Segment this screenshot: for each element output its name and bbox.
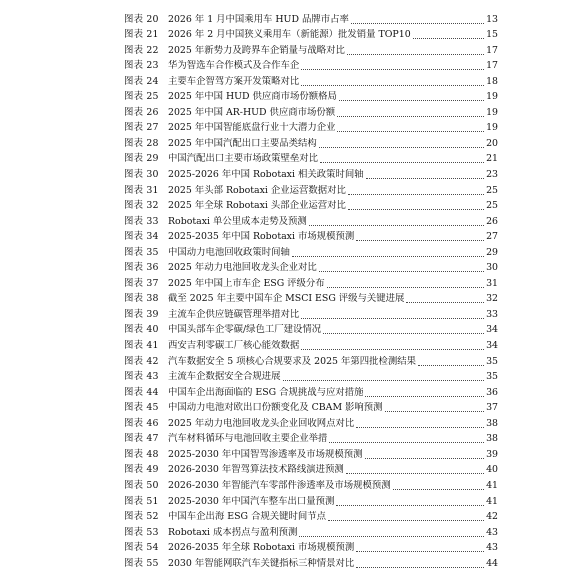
toc-entry-label: 图表 34 bbox=[124, 231, 159, 243]
toc-dot-leader bbox=[319, 146, 484, 148]
toc-entry-label: 图表 44 bbox=[124, 386, 159, 398]
toc-entry-label: 图表 51 bbox=[124, 495, 159, 507]
toc-entry-label: 图表 31 bbox=[124, 184, 159, 196]
toc-entry[interactable] bbox=[124, 228, 498, 244]
toc-entry[interactable] bbox=[124, 10, 498, 26]
toc-dot-leader bbox=[337, 130, 484, 132]
toc-entry-page-number: 33 bbox=[486, 308, 498, 320]
toc-entry-page-number: 41 bbox=[486, 495, 498, 507]
toc-dot-leader bbox=[356, 566, 484, 568]
toc-dot-leader bbox=[292, 255, 484, 257]
toc-entry-page-number: 27 bbox=[486, 231, 498, 243]
toc-entry-page-number: 42 bbox=[486, 511, 498, 523]
toc-entry-label: 图表 33 bbox=[124, 215, 159, 227]
toc-entry[interactable] bbox=[124, 259, 498, 275]
toc-entry-page-number: 25 bbox=[486, 184, 498, 196]
toc-entry-page-number: 44 bbox=[486, 557, 498, 569]
toc-dot-leader bbox=[309, 224, 484, 226]
toc-entry-label: 图表 38 bbox=[124, 293, 159, 305]
toc-entry-title: 2025 年中国 AR-HUD 供应商市场份额 bbox=[168, 106, 336, 118]
toc-entry-label: 图表 32 bbox=[124, 200, 159, 212]
toc-entry-page-number: 38 bbox=[486, 433, 498, 445]
toc-dot-leader bbox=[301, 84, 484, 86]
toc-entry-title: 2026 年 1 月中国乘用车 HUD 品牌市占率 bbox=[168, 13, 349, 25]
toc-entry-title: 2025 年全球 Robotaxi 头部企业运营对比 bbox=[168, 200, 346, 212]
toc-entry-title: 中国车企出海 ESG 合规关键时间节点 bbox=[168, 511, 326, 523]
toc-dot-leader bbox=[365, 457, 485, 459]
toc-entry-label: 图表 41 bbox=[124, 340, 159, 352]
toc-dot-leader bbox=[283, 379, 485, 381]
toc-dot-leader bbox=[327, 286, 484, 288]
toc-entry-title: 2025 年头部 Robotaxi 企业运营数据对比 bbox=[168, 184, 346, 196]
toc-entry-label: 图表 23 bbox=[124, 60, 159, 72]
toc-entry[interactable] bbox=[124, 72, 498, 88]
toc-entry-title: Robotaxi 成本拐点与盈利预测 bbox=[168, 526, 298, 538]
toc-entry[interactable] bbox=[124, 197, 498, 213]
toc-entry-page-number: 20 bbox=[486, 137, 498, 149]
toc-entry[interactable] bbox=[124, 523, 498, 539]
toc-entry[interactable] bbox=[124, 430, 498, 446]
toc-dot-leader bbox=[385, 410, 485, 412]
toc-dot-leader bbox=[328, 519, 484, 521]
toc-entry-title: 2025-2030 年中国汽车整车出口量预测 bbox=[168, 495, 335, 507]
toc-entry-label: 图表 47 bbox=[124, 433, 159, 445]
toc-entry-label: 图表 39 bbox=[124, 308, 159, 320]
toc-entry-label: 图表 52 bbox=[124, 511, 159, 523]
toc-entry-title: 中国头部车企零碳/绿色工厂建设情况 bbox=[168, 324, 322, 336]
toc-entry-page-number: 17 bbox=[486, 44, 498, 56]
toc-entry[interactable] bbox=[124, 103, 498, 119]
toc-entry-title: 2025 年中国智能底盘行业十大潜力企业 bbox=[168, 122, 336, 134]
toc-entry-title: Robotaxi 单公里成本走势及预测 bbox=[168, 215, 307, 227]
toc-entry-label: 图表 30 bbox=[124, 169, 159, 181]
toc-entry-title: 2025 年动力电池回收龙头企业回收网点对比 bbox=[168, 417, 355, 429]
toc-dot-leader bbox=[319, 270, 484, 272]
toc-entry-page-number: 23 bbox=[486, 169, 498, 181]
toc-entry-label: 图表 24 bbox=[124, 75, 159, 87]
toc-entry-label: 图表 36 bbox=[124, 262, 159, 274]
toc-entry-page-number: 25 bbox=[486, 200, 498, 212]
toc-dot-leader bbox=[339, 99, 484, 101]
toc-entry-title: 2025 年中国汽配出口主要品类结构 bbox=[168, 137, 317, 149]
toc-entry-label: 图表 45 bbox=[124, 402, 159, 414]
toc-entry-page-number: 30 bbox=[486, 262, 498, 274]
toc-entry-page-number: 34 bbox=[486, 340, 498, 352]
toc-entry-page-number: 35 bbox=[486, 371, 498, 383]
toc-dot-leader bbox=[366, 177, 484, 179]
toc-entry-title: 华为智选车合作模式及合作车企 bbox=[168, 60, 300, 72]
toc-entry[interactable] bbox=[124, 492, 498, 508]
toc-entry-page-number: 26 bbox=[486, 215, 498, 227]
toc-entry[interactable] bbox=[124, 274, 498, 290]
toc-entry[interactable] bbox=[124, 26, 498, 42]
toc-entry-title: 中国动力电池对欧出口份额变化及 CBAM 影响预测 bbox=[168, 402, 383, 414]
toc-entry-page-number: 36 bbox=[486, 386, 498, 398]
toc-entry-page-number: 43 bbox=[486, 526, 498, 538]
toc-dot-leader bbox=[347, 53, 484, 55]
toc-entry-title: 2026 年 2 月中国狭义乘用车（新能源）批发销量 TOP10 bbox=[168, 29, 411, 41]
toc-entry[interactable] bbox=[124, 181, 498, 197]
toc-entry-title: 2030 年智能网联汽车关键指标三种情景对比 bbox=[168, 557, 355, 569]
toc-dot-leader bbox=[351, 22, 484, 24]
toc-entry-label: 图表 21 bbox=[124, 29, 159, 41]
toc-entry-page-number: 19 bbox=[486, 122, 498, 134]
toc-entry-page-number: 37 bbox=[486, 402, 498, 414]
toc-entry-title: 2025-2030 年中国智驾渗透率及市场规模预测 bbox=[168, 448, 363, 460]
toc-entry-label: 图表 29 bbox=[124, 153, 159, 165]
toc-entry-title: 中国动力电池回收政策时间轴 bbox=[168, 246, 290, 258]
toc-dot-leader bbox=[356, 239, 484, 241]
toc-dot-leader bbox=[320, 161, 484, 163]
toc-entry-page-number: 35 bbox=[486, 355, 498, 367]
toc-entry[interactable] bbox=[124, 461, 498, 477]
toc-entry-title: 主要车企智驾方案开发策略对比 bbox=[168, 75, 300, 87]
toc-entry-label: 图表 49 bbox=[124, 464, 159, 476]
toc-entry-title: 2025 年中国 HUD 供应商市场份额格局 bbox=[168, 91, 337, 103]
toc-entry[interactable] bbox=[124, 554, 498, 570]
toc-entry-label: 图表 55 bbox=[124, 557, 159, 569]
toc-entry-page-number: 38 bbox=[486, 417, 498, 429]
toc-entry-page-number: 19 bbox=[486, 106, 498, 118]
toc-dot-leader bbox=[301, 348, 484, 350]
toc-entry[interactable] bbox=[124, 305, 498, 321]
toc-entry-title: 中国汽配出口主要市场政策壁垒对比 bbox=[168, 153, 319, 165]
toc-entry-title: 主流车企供应链碳管理举措对比 bbox=[168, 308, 300, 320]
table-of-figures bbox=[124, 10, 498, 570]
toc-entry[interactable] bbox=[124, 165, 498, 181]
toc-dot-leader bbox=[323, 332, 484, 334]
toc-entry-title: 2025 年新势力及跨界车企销量与战略对比 bbox=[168, 44, 345, 56]
toc-entry-title: 2026-2030 年智驾算法技术路线演进预测 bbox=[168, 464, 344, 476]
toc-dot-leader bbox=[413, 37, 484, 39]
toc-entry-page-number: 18 bbox=[486, 75, 498, 87]
toc-entry-title: 截至 2025 年主要中国车企 MSCI ESG 评级与关键进展 bbox=[168, 293, 405, 305]
toc-entry-title: 汽车数据安全 5 项核心合规要求及 2025 年第四批检测结果 bbox=[168, 355, 416, 367]
toc-entry-page-number: 21 bbox=[486, 153, 498, 165]
toc-entry[interactable] bbox=[124, 368, 498, 384]
toc-dot-leader bbox=[299, 535, 484, 537]
toc-entry[interactable] bbox=[124, 88, 498, 104]
toc-dot-leader bbox=[406, 301, 484, 303]
toc-entry-label: 图表 40 bbox=[124, 324, 159, 336]
toc-entry-label: 图表 50 bbox=[124, 479, 159, 491]
toc-entry-title: 西安吉利零碳工厂核心能效数据 bbox=[168, 340, 300, 352]
toc-dot-leader bbox=[348, 208, 484, 210]
toc-entry-page-number: 15 bbox=[486, 29, 498, 41]
toc-entry-page-number: 34 bbox=[486, 324, 498, 336]
toc-entry[interactable] bbox=[124, 290, 498, 306]
toc-dot-leader bbox=[329, 441, 484, 443]
toc-entry-label: 图表 42 bbox=[124, 355, 159, 367]
toc-entry-page-number: 32 bbox=[486, 293, 498, 305]
toc-entry[interactable] bbox=[124, 41, 498, 57]
toc-entry-page-number: 31 bbox=[486, 277, 498, 289]
toc-entry-label: 图表 37 bbox=[124, 277, 159, 289]
toc-entry[interactable] bbox=[124, 414, 498, 430]
toc-entry[interactable] bbox=[124, 150, 498, 166]
toc-dot-leader bbox=[418, 364, 484, 366]
toc-dot-leader bbox=[337, 115, 484, 117]
toc-entry[interactable] bbox=[124, 336, 498, 352]
toc-entry-label: 图表 28 bbox=[124, 137, 159, 149]
toc-entry-page-number: 13 bbox=[486, 13, 498, 25]
toc-entry-label: 图表 27 bbox=[124, 122, 159, 134]
toc-dot-leader bbox=[301, 317, 484, 319]
toc-entry-label: 图表 48 bbox=[124, 448, 159, 460]
toc-entry-label: 图表 53 bbox=[124, 526, 159, 538]
toc-dot-leader bbox=[301, 68, 484, 70]
toc-entry-page-number: 40 bbox=[486, 464, 498, 476]
toc-entry-label: 图表 46 bbox=[124, 417, 159, 429]
toc-dot-leader bbox=[346, 472, 484, 474]
toc-entry-title: 2025-2035 年中国 Robotaxi 市场规模预测 bbox=[168, 231, 355, 243]
toc-entry[interactable] bbox=[124, 476, 498, 492]
toc-entry-page-number: 41 bbox=[486, 479, 498, 491]
toc-dot-leader bbox=[393, 488, 484, 490]
toc-dot-leader bbox=[365, 395, 484, 397]
toc-entry-label: 图表 35 bbox=[124, 246, 159, 258]
toc-entry-page-number: 17 bbox=[486, 60, 498, 72]
toc-entry[interactable] bbox=[124, 352, 498, 368]
toc-dot-leader bbox=[356, 426, 484, 428]
toc-entry[interactable] bbox=[124, 539, 498, 555]
toc-entry-page-number: 19 bbox=[486, 91, 498, 103]
toc-entry[interactable] bbox=[124, 119, 498, 135]
toc-entry[interactable] bbox=[124, 212, 498, 228]
toc-entry[interactable] bbox=[124, 383, 498, 399]
toc-entry-title: 2025 年动力电池回收龙头企业对比 bbox=[168, 262, 317, 274]
toc-entry[interactable] bbox=[124, 134, 498, 150]
toc-entry-page-number: 39 bbox=[486, 448, 498, 460]
toc-entry-title: 2025 年中国上市车企 ESG 评级分布 bbox=[168, 277, 325, 289]
toc-entry-page-number: 43 bbox=[486, 542, 498, 554]
toc-dot-leader bbox=[348, 193, 484, 195]
toc-entry-label: 图表 43 bbox=[124, 371, 159, 383]
toc-dot-leader bbox=[336, 504, 484, 506]
toc-entry-title: 中国车企出海面临的 ESG 合规挑战与应对措施 bbox=[168, 386, 364, 398]
toc-entry[interactable] bbox=[124, 508, 498, 524]
toc-entry-title: 2026-2030 年智能汽车零部件渗透率及市场规模预测 bbox=[168, 479, 391, 491]
toc-entry-title: 汽车材料循环与电池回收主要企业举措 bbox=[168, 433, 328, 445]
toc-entry[interactable] bbox=[124, 321, 498, 337]
toc-entry-page-number: 29 bbox=[486, 246, 498, 258]
toc-entry[interactable] bbox=[124, 445, 498, 461]
toc-entry[interactable] bbox=[124, 57, 498, 73]
toc-entry-label: 图表 26 bbox=[124, 106, 159, 118]
toc-entry[interactable] bbox=[124, 399, 498, 415]
toc-entry-title: 主流车企数据安全合规进展 bbox=[168, 371, 281, 383]
toc-dot-leader bbox=[356, 550, 484, 552]
toc-entry-title: 2025-2026 年中国 Robotaxi 相关政策时间轴 bbox=[168, 169, 364, 181]
toc-entry-label: 图表 20 bbox=[124, 13, 159, 25]
toc-entry-label: 图表 22 bbox=[124, 44, 159, 56]
toc-entry[interactable] bbox=[124, 243, 498, 259]
toc-entry-title: 2026-2035 年全球 Robotaxi 市场规模预测 bbox=[168, 542, 355, 554]
toc-entry-label: 图表 25 bbox=[124, 91, 159, 103]
toc-entry-label: 图表 54 bbox=[124, 542, 159, 554]
